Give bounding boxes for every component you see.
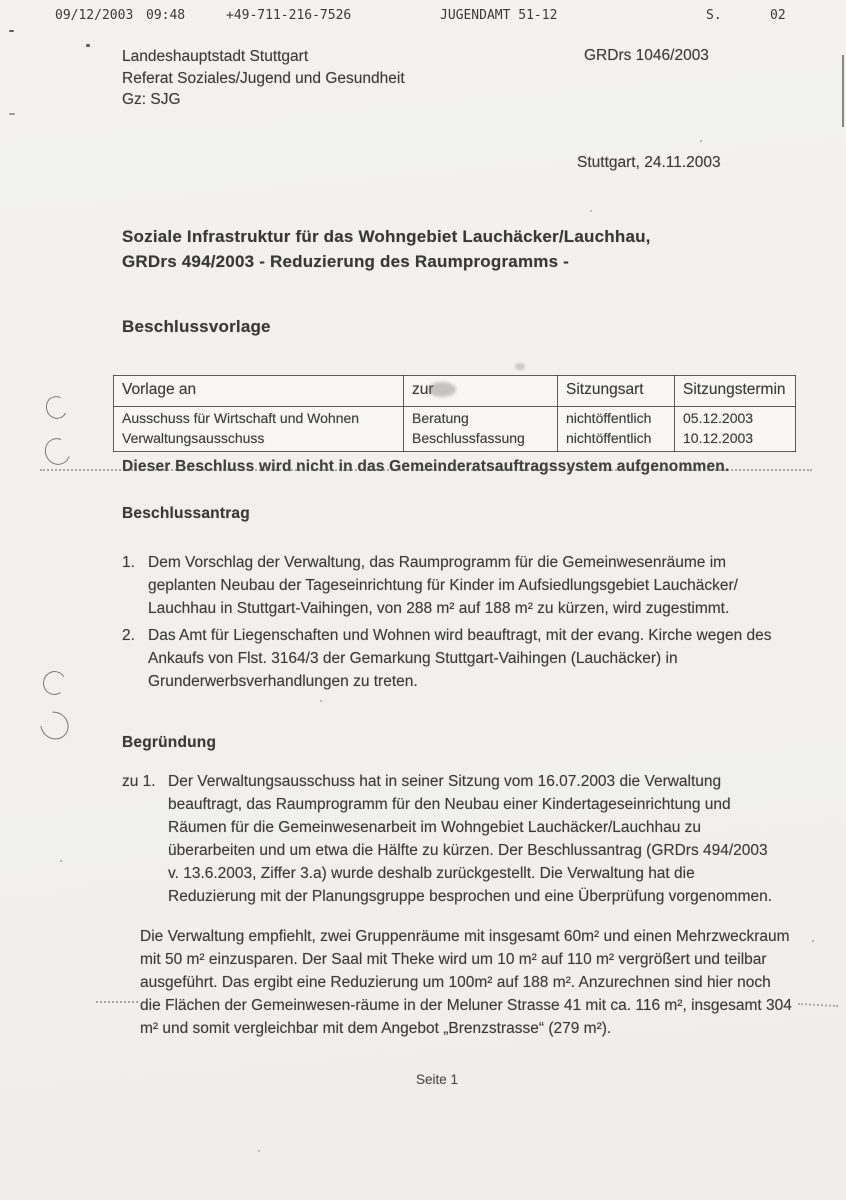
- scan-smudge: [428, 382, 456, 397]
- cell-purpose: Beratung: [404, 407, 558, 429]
- document-number: GRDrs 1046/2003: [584, 47, 709, 64]
- document-title-line1: Soziale Infrastruktur für das Wohngebiet Lauchäcker/Lauchhau,: [122, 227, 651, 246]
- zu-1-paragraph2: Die Verwaltung empfiehlt, zwei Gruppenräume mit insgesamt 60m² und einen Mehrzweckraum mit 50 m² einzusparen. Der Saal mit Theke wird um 10 m² auf 110 m² vergrößert und teilbar ausgeführt. Das ergibt eine Reduzierung um 100m² auf 188 m². Anzurechnen sind hier noch die Flächen der Gemeinwesen-räume in der Meluner Strasse 41 mit ca. 116 m², insgesamt 304 m² und somit vergleichbar mit dem Angebot „Brenzstrasse“ (279 m²).: [140, 928, 792, 1037]
- section-heading-begruendung: Begründung: [122, 734, 217, 751]
- punch-hole-mark: [41, 669, 68, 697]
- scan-speck: [9, 113, 15, 115]
- table-row: [114, 429, 796, 452]
- scan-smudge: [515, 363, 525, 370]
- fax-header: [0, 8, 846, 28]
- punch-hole-mark: [40, 434, 74, 469]
- scan-dash-artifact: [798, 1003, 838, 1007]
- strikethrough-line: [40, 469, 812, 471]
- punch-hole-mark: [43, 393, 70, 421]
- cell-date: 05.12.2003: [675, 407, 796, 429]
- scan-speck: [86, 44, 90, 47]
- letterhead: [122, 46, 405, 111]
- cell-committee: Ausschuss für Wirtschaft und Wohnen: [114, 407, 404, 429]
- document-title-line2: GRDrs 494/2003 - Reduzierung des Raumprogramms -: [122, 251, 570, 271]
- scan-speck: [812, 940, 814, 942]
- col-header-zur: zur: [404, 376, 558, 407]
- item-text: Dem Vorschlag der Verwaltung, das Raumprogramm für die Gemeinwesenräume im geplanten Neubau der Tageseinrichtung für Kinder im Aufsiedlungsgebiet Lauchäcker/ Lauchhau in Stuttgart-Vaihingen, von 288 m² auf 188 m² zu kürzen, wird zugestimmt.: [148, 554, 738, 617]
- punch-hole-mark: [35, 706, 75, 745]
- fax-page-number: 02: [770, 8, 786, 23]
- fax-time: 09:48: [146, 8, 186, 23]
- scan-edge-artifact: [842, 55, 844, 127]
- letterhead-city: Landeshauptstadt Stuttgart: [122, 48, 309, 65]
- col-header-sitzungsart: Sitzungsart: [558, 376, 675, 407]
- begruendung-zu-1: [122, 770, 774, 908]
- scan-speck: [700, 140, 702, 142]
- antrag-item-1: [122, 551, 796, 620]
- section-heading-beschlussvorlage: Beschlussvorlage: [122, 317, 271, 336]
- letterhead-department: Referat Soziales/Jugend und Gesundheit: [122, 69, 405, 87]
- fax-phone: +49-711-216-7526: [226, 8, 352, 23]
- letterhead-reference: Gz: SJG: [122, 91, 181, 108]
- fax-page-label: S.: [706, 8, 722, 23]
- fax-date: 09/12/2003: [55, 8, 134, 23]
- page-footer: Seite 1: [415, 1072, 459, 1087]
- cell-purpose: Beschlussfassung: [404, 429, 558, 452]
- scan-speck: [9, 30, 14, 32]
- zu-1-label: zu 1.: [122, 773, 156, 790]
- item-text: Das Amt für Liegenschaften und Wohnen wird beauftragt, mit der evang. Kirche wegen des Ankaufs von Flst. 3164/3 der Gemarkung Stuttgart-Vaihingen (Lauchäcker) in Grunderwerbsverhandlungen zu treten.: [148, 627, 772, 690]
- cell-date: 10.12.2003: [675, 429, 796, 452]
- document-title: [122, 225, 651, 274]
- place-and-date: Stuttgart, 24.11.2003: [577, 154, 721, 171]
- section-heading-beschlussantrag: Beschlussantrag: [122, 505, 250, 522]
- cell-type: nichtöffentlich: [558, 407, 675, 429]
- scan-speck: [590, 210, 592, 212]
- item-number: 2.: [122, 627, 135, 644]
- fax-sender: JUGENDAMT 51-12: [440, 8, 558, 23]
- scan-speck: [60, 860, 62, 862]
- zu-1-paragraph1: Der Verwaltungsausschuss hat in seiner Sitzung vom 16.07.2003 die Verwaltung beauftragt, das Raumprogramm für den Neubau einer Kindertageseinrichtung und Räumen für die Gemeinwesenarbeit im Wohngebiet Lauchäcker/Lauchhau zu überarbeiten und um etwa die Hälfte zu kürzen. Der Beschlussantrag (GRDrs 494/2003 v. 13.6.2003, Ziffer 3.a) wurde deshalb zurückgestellt. Die Verwaltung hat die Reduzierung mit der Planungsgruppe besprochen und eine Überprüfung vorgenommen.: [168, 773, 773, 905]
- col-header-sitzungstermin: Sitzungstermin: [675, 376, 796, 407]
- table-row: [114, 407, 796, 429]
- col-header-vorlage-an: Vorlage an: [114, 376, 404, 407]
- cell-type: nichtöffentlich: [558, 429, 675, 452]
- scan-speck: [258, 1150, 260, 1152]
- struck-note-text: Dieser Beschluss wird nicht in das Gemeinderatsauftragssystem aufgenommen.: [122, 458, 730, 475]
- cell-committee: Verwaltungsausschuss: [114, 429, 404, 452]
- item-number: 1.: [122, 554, 135, 571]
- antrag-item-2: [122, 624, 796, 693]
- scan-speck: [320, 700, 322, 702]
- scan-dash-artifact: [96, 1001, 138, 1003]
